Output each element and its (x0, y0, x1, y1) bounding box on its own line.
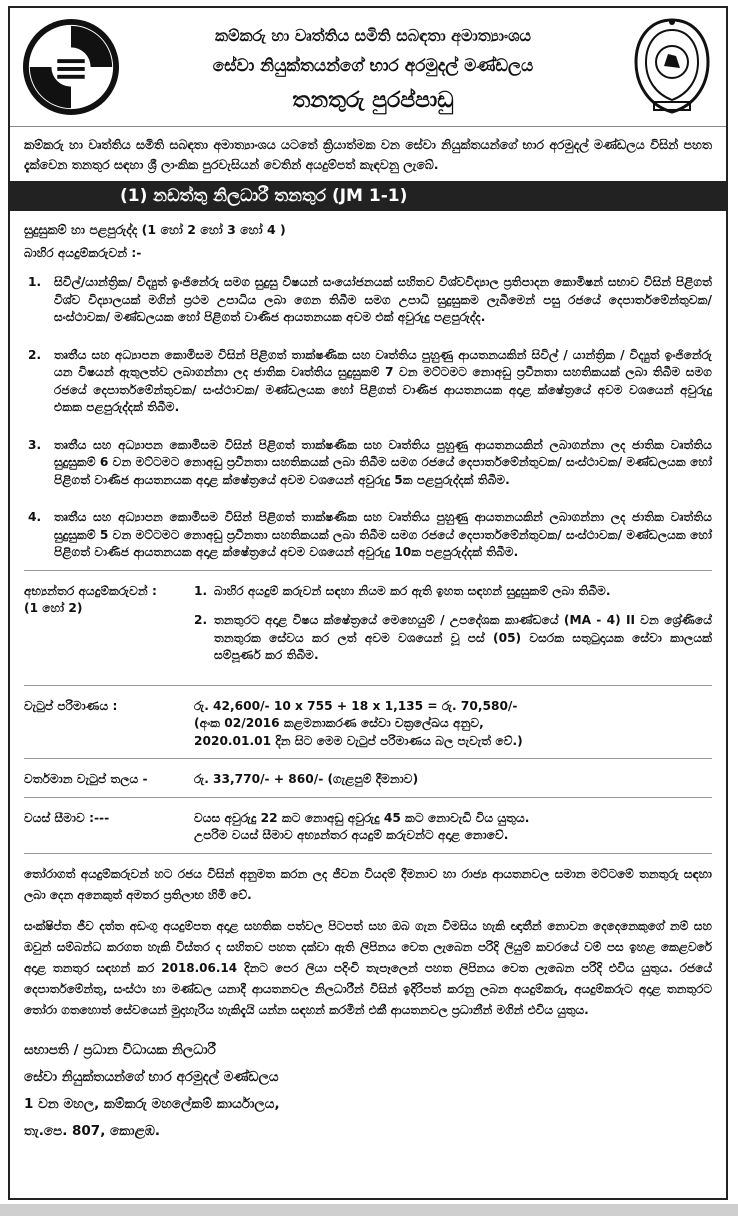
salary-note-line: (අංක 02/2016 කළමනාකරණ සේවා චක්‍රලේඛය අනුව, (194, 716, 484, 730)
current-salary-label: වර්තමාන වැටුප් තලය - (24, 772, 148, 786)
intro-paragraph: කම්කරු හා වෘත්තිය සමිති සබඳතා අමාත්‍යාංශය යටතේ ක්‍රියාත්මක වන සේවා නියුක්තයන්ගේ භාර අරමුදල් මණ්ඩලය විසින් පහත දැක්වෙන තනතුර සඳහා ශ්‍රී ලාංකික පුරවැසියන් වෙතින් අයදුම්පත් කැඳවනු ලැබේ. (24, 137, 712, 172)
list-number: 4. (28, 510, 42, 524)
qualifications-section (10, 221, 726, 854)
salary-line: රු. 42,600/- 10 x 755 + 18 x 1,135 = රු. 70,580/- (194, 698, 518, 713)
advertisement-page (8, 6, 728, 1200)
divider (24, 570, 712, 571)
divider (24, 853, 712, 854)
current-salary-row (24, 771, 712, 789)
divider (24, 758, 712, 759)
list-text: තෘතීය සහ අධ්‍යාපන කොමිසම විසින් පිළිගත් තාක්ෂණික සහ වෘත්තිය පුහුණු ආයතනයකින් සිවිල් / යාන්ත්‍රික / විද්‍යුත් ඉංජිනේරු යන විෂයන් ඇතුලත්ව ලබාගන්නා ලද ජාතික වෘත්තිය සුදුසුකම් 7 වන මට්ටමට නොඅඩු ප්‍රවීනතා සහතිකයක් ලබා තිබීම සමග රජයේ දෙපාර්තමේන්තුවක/ සංස්ථාවක/ මණ්ඩලයක හෝ පිළිගත් වාණිජ ආයතනයක අදාළ ක්ෂේත්‍රයේ අවම වශයෙන් අවුරුදු එකක පළපුරුද්දක් තිබීම. (54, 347, 712, 414)
age-limit-line: වයස අවුරුදු 22 කට නොඅඩු අවුරුදු 45 කට නොවැඩි විය යුතුය. (194, 810, 530, 825)
page-title: තනතුරු පුරප්පාඩු (292, 88, 454, 113)
age-limit-line: උපරිම වයස් සීමාව අභ්‍යන්තර අයදුම් කරුවන්ට අදාළ නොවේ. (194, 828, 509, 842)
internal-applicants-list (194, 583, 712, 677)
board-name: සේවා නියුක්තයන්ගේ භාර අරමුදල් මණ්ඩලය (212, 56, 534, 76)
signatory-organization: සේවා නියුක්තයන්ගේ භාර අරමුදල් මණ්ඩලය (24, 1068, 279, 1085)
qualifications-heading: සුදුසුකම් හා පළපුරුද්ද (1 හෝ 2 හෝ 3 හෝ 4 ) (24, 222, 286, 237)
application-instructions-paragraph: සංක්ෂිප්ත ජීව දත්ත අඩංගු අයදුම්පත අදාළ සහතික පත්වල පිටපත් සහ ඔබ ගැන විමසිය හැකි ඥාතීන් නොවන දෙදෙනෙකුගේ නම් සහ ඔවුන් සම්බන්ධ කරගත හැකි විස්තර ද සහිතව පහත දක්වා ඇති ලිපිනය වෙත ලැබෙන පරිදි ලියුම් කවරයේ වම් පස ඉහළ කෙළවරේ අදාළ තනතුර සඳහන් කර 2018.06.14 දිනට පෙර ලියා පදිංචි තැපෑලෙන් පහත ලිපිනය වෙත ලැබෙන පරිදි එවිය යුතුය. රජයේ දෙපාර්තමේන්තු, සංස්ථා හා මණ්ඩල යනාදී ආයතනවල නිලධාරීන් විසින් ඉදිරිපත් කරනු ලබන අයදුම්කරු, අයදුම්කරුට අදාළ තනතුරට තෝරා ගතහොත් සේවයෙන් මුදාහැරිය හැකිදැයි යන්න සඳහන් කරමින් එකී ආයතනවල ප්‍රධානීන් මගින් එවිය යුතුය. (24, 918, 712, 1017)
post-title-bar: (1) නඩත්තු නිලධාරී තනතුර (JM 1-1) (10, 181, 726, 211)
etf-logo-icon (22, 18, 120, 116)
bottom-strip (0, 1204, 738, 1216)
benefits-paragraph: තෝරාගත් අයදුම්කරුවන් හට රජය විසින් අනුමත කරන ලද ජීවන වියදම් දීමනාව හා රාජ්‍ය ආයතනවල සමාන මට්ටමේ තනතුරු සඳහා ලබා දෙන අනෙකුත් අමතර ප්‍රතිලාභ හිමි වේ. (24, 866, 712, 902)
list-number: 3. (28, 437, 42, 452)
national-emblem-icon (632, 16, 712, 116)
ministry-name: කම්කරු හා වෘත්තිය සමිති සබඳතා අමාත්‍යාංශය (214, 26, 532, 45)
salary-note-line: 2020.01.01 දින සිට මෙම වැටුප් පරිමාණය බල පැවැත් වේ.) (194, 733, 523, 748)
list-item (24, 274, 712, 327)
salary-value (194, 698, 712, 751)
current-salary-value: රු. 33,770/- + 860/- (ගැළපුම් දීමනාව) (194, 772, 419, 786)
address-line: තැ.පෙ. 807, කොළඹ. (24, 1122, 161, 1139)
list-text: තෘතීය සහ අධ්‍යාපන කොමිසම විසින් පිළිගත් තාක්ෂණික සහ වෘත්තිය පුහුණු ආයතනයකින් ලබාගන්නා ලද ජාතික වෘත්තිය සුදුසුකම් 6 වන මට්ටමට නොඅඩු ප්‍රවීනතා සහතිකයක් ලබා තිබීම සමග රජයේ දෙපාර්තමේන්තුවක/ සංස්ථාවක/ මණ්ඩලයක හෝ පිළිගත් වාණිජ ආයතනයක අදාළ ක්ෂේත්‍රයේ අවම වශයෙන් අවුරුදු 5ක පළපුරුද්දක් තිබීම. (54, 437, 712, 487)
signature-block (10, 1037, 726, 1145)
list-item (194, 583, 712, 601)
header (10, 8, 726, 127)
salary-row (24, 698, 712, 751)
address-line: 1 වන මහල, කම්කරු මහලේකම් කාර්යාලය, (24, 1095, 280, 1112)
divider (24, 797, 712, 798)
list-text: තෘතීය සහ අධ්‍යාපන කොමිසම විසින් පිළිගත් තාක්ෂණික සහ වෘත්තිය පුහුණු ආයතනයකින් ලබාගන්නා ලද ජාතික වෘත්තිය සුදුසුකම් 5 වන මට්ටමට නොඅඩු ප්‍රවීනතා සහතිකයක් ලබා තිබීම සමග රජයේ දෙපාර්තමේන්තුවක/ සංස්ථාවක/ මණ්ඩලයක හෝ පිළිගත් වාණිජ ආයතනයක අදාළ ක්ෂේත්‍රයේ අවම වශයෙන් අවුරුදු 10ක පළපුරුද්දක් තිබීම. (54, 510, 712, 559)
list-item (194, 612, 712, 665)
internal-applicants-row (24, 583, 712, 677)
list-item (24, 347, 712, 417)
internal-label-text: අභ්‍යන්තර අයදුම්කරුවන් : (24, 583, 157, 598)
salary-label: වැටුප් පරිමාණය : (24, 698, 118, 713)
list-item (24, 437, 712, 490)
list-item (24, 509, 712, 562)
list-text: සිවිල්/යාන්ත්‍රික/ විද්‍යුත් ඉංජිනේරු සමග සුදුසු විෂයන් සංයෝජනයක් සහිතව විශ්වවිද්‍යාල ප්‍රතිපාදන කොමිෂන් සභාව විසින් පිළිගත් විශ්ව විද්‍යාලයක් මගින් ප්‍රථම උපාධිය ලබා ගෙන තිබීම සමග උපාධි සුදුසුකම ලැබීමෙන් පසු රජයේ දෙපාර්තමේන්තුවක/ සංස්ථාවක/ මණ්ඩලයක හෝ පිළිගත් වාණිජ ආයතනයක අවම එක් අවුරුදු පළපුරුද්ද. (54, 275, 712, 324)
divider (24, 685, 712, 686)
list-text: බාහිර අයදුම් කරුවන් සඳහා නියම කර ඇති ඉහත සඳහන් සුදුසුකම් ලබා තිබීම. (214, 583, 611, 598)
internal-label-sub: (1 හෝ 2) (24, 601, 83, 615)
list-number: 2. (28, 347, 42, 362)
age-limit-value (194, 810, 712, 845)
list-number: 1. (28, 275, 42, 289)
internal-applicants-label (24, 583, 194, 677)
external-applicants-heading: බාහිර අයදුම්කරුවන් :- (24, 245, 142, 260)
age-limit-label: වයස් සීමාව :--- (24, 810, 110, 825)
list-text: තනතුරට අදාළ විෂය ක්ෂේත්‍රයේ මෙහෙයුම් / උපදේශක කාණ්ඩයේ (MA - 4) II වන ශ්‍රේණියේ තනතුරක සේවය කර ලත් අවම වශයෙන් වූ පස් (05) වසරක සතුටුදායක සේවා කාලයක් සම්පූර්ණ කර තිබීම. (214, 613, 712, 662)
list-number: 2. (194, 613, 208, 627)
signatory-title: සභාපති / ප්‍රධාන විධායක නිලධාරී (24, 1041, 216, 1058)
age-limit-row (24, 810, 712, 845)
list-number: 1. (194, 583, 208, 598)
